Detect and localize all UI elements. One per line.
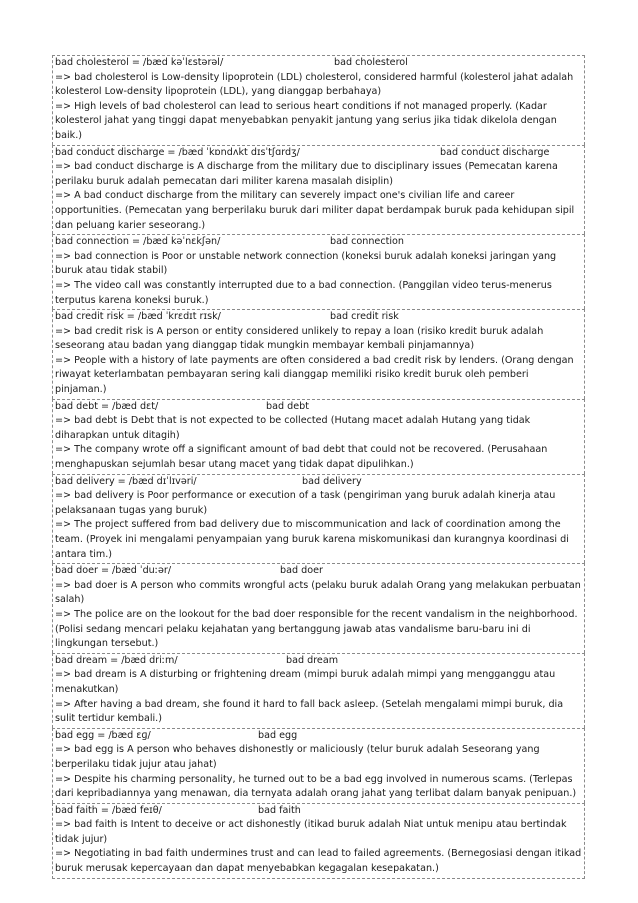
pronunciation: bad debt = /bæd dɛt/	[55, 400, 159, 412]
example-sentence: => After having a bad dream, she found it hard to fall back asleep. (Setelah mengalami mimpi buruk, dia sulit tertidur kembali.)	[55, 698, 564, 725]
headword: bad connection	[330, 236, 404, 248]
entry-header	[55, 235, 583, 250]
example-sentence: => The police are on the lookout for the bad doer responsible for the recent vandalism in the neighborhood. (Polisi sedang mencari pelaku kejahatan yang bertanggung jawab atas vandalisme baru-baru ini di lingkungan tersebut.)	[55, 608, 578, 650]
example-sentence: => The company wrote off a significant amount of bad debt that could not be recovered. (Perusahaan menghapuskan sejumlah besar utang macet yang tidak dapat dipulihkan.)	[55, 444, 548, 471]
entry-bad-egg	[52, 728, 585, 803]
definition: => bad delivery is Poor performance or execution of a task (pengiriman yang buruk adalah kinerja atau pelaksanaan tugas yang buruk)	[55, 490, 556, 516]
entry-bad-debt	[52, 399, 585, 474]
pronunciation: bad delivery = /bæd dɪˈlɪvəri/	[55, 475, 197, 487]
headword: bad doer	[280, 565, 323, 577]
pronunciation: bad cholesterol = /bæd kəˈlɛstərəl/	[55, 57, 224, 68]
pronunciation: bad egg = /bæd ɛɡ/	[55, 729, 151, 741]
pronunciation: bad connection = /bæd kəˈnɛkʃən/	[55, 236, 221, 248]
example-sentence: => Negotiating in bad faith undermines trust and can lead to failed agreements. (Bernegosiasi dengan itikad buruk merusak kepercayaan dan dapat menyebabkan kegagalan kesepakatan.)	[55, 848, 582, 875]
definition: => bad dream is A disturbing or frightening dream (mimpi buruk adalah mimpi yang mengganggu atau menakutkan)	[55, 669, 556, 695]
headword: bad conduct discharge	[440, 146, 550, 158]
definition: => bad debt is Debt that is not expected to be collected (Hutang macet adalah Hutang yang tidak diharapkan untuk ditagih)	[55, 415, 531, 441]
entry-header	[55, 729, 583, 744]
entry-bad-cholesterol	[52, 55, 585, 145]
definition: => bad connection is Poor or unstable network connection (koneksi buruk adalah koneksi jaringan yang buruk atau tidak stabil)	[55, 250, 557, 277]
entry-header	[55, 310, 583, 325]
definition: => bad credit risk is A person or entity considered unlikely to repay a loan (risiko kredit buruk adalah seseorang atau badan yang dianggap tidak mungkin membayar kembali pinjamannya)	[55, 325, 544, 352]
entry-bad-faith	[52, 803, 585, 879]
entry-bad-connection	[52, 234, 585, 309]
entry-bad-delivery	[52, 474, 585, 564]
pronunciation: bad faith = /bæd feɪθ/	[55, 804, 162, 816]
entry-header	[55, 400, 583, 415]
headword: bad delivery	[302, 475, 362, 487]
example-sentence: => High levels of bad cholesterol can lead to serious heart conditions if not managed properly. (Kadar kolesterol jahat yang tinggi dapat menyebabkan penyakit jantung yang serius jika tidak dikelola dengan baik.)	[55, 100, 557, 141]
headword: bad dream	[286, 654, 339, 666]
definition: => bad faith is Intent to deceive or act dishonestly (itikad buruk adalah Niat untuk menipu atau bertindak tidak jujur)	[55, 819, 567, 845]
example-sentence: => People with a history of late payments are often considered a bad credit risk by lenders. (Orang dengan riwayat keterlambatan pembayaran sering kali dianggap memiliki risiko kredit buruk oleh pemberi pinjaman.)	[55, 354, 574, 396]
entry-header	[55, 564, 583, 579]
entry-header	[55, 475, 583, 490]
pronunciation: bad conduct discharge = /bæd ˈkɒndʌkt dɪsˈtʃɑrdʒ/	[55, 146, 300, 158]
example-sentence: => A bad conduct discharge from the military can severely impact one's civilian life and career opportunities. (Pemecatan yang berperilaku buruk dari militer dapat berdampak buruk pada kehidupan sipil dan peluang karier seseorang.)	[55, 190, 575, 231]
dictionary-sheet	[52, 55, 585, 879]
example-sentence: => Despite his charming personality, he turned out to be a bad egg involved in numerous scams. (Terlepas dari kepribadiannya yang menawan, dia ternyata adalah orang jahat yang terlibat dalam banyak penipuan.)	[55, 773, 577, 800]
example-sentence: => The video call was constantly interrupted due to a bad connection. (Panggilan video terus-menerus terputus karena koneksi buruk.)	[55, 279, 552, 306]
headword: bad debt	[266, 400, 309, 412]
entry-bad-doer	[52, 563, 585, 653]
entry-header	[55, 56, 583, 71]
example-sentence: => The project suffered from bad delivery due to miscommunication and lack of coordination among the team. (Proyek ini mengalami penyampaian yang buruk karena miskomunikasi dan kurangnya koordinasi di antara tim.)	[55, 519, 569, 560]
entry-bad-credit-risk	[52, 309, 585, 399]
definition: => bad conduct discharge is A discharge from the military due to disciplinary issues (Pemecatan karena perilaku buruk adalah pemecatan dari militer karena masalah disiplin)	[55, 161, 558, 187]
headword: bad egg	[258, 729, 298, 741]
entry-header	[55, 804, 583, 819]
pronunciation: bad doer = /bæd ˈduːər/	[55, 565, 172, 577]
entry-bad-dream	[52, 653, 585, 728]
headword: bad cholesterol	[334, 57, 408, 68]
headword: bad credit risk	[330, 311, 399, 323]
definition: => bad cholesterol is Low-density lipoprotein (LDL) cholesterol, considered harmful (kolesterol jahat adalah kolesterol Low-density lipoprotein (LDL), yang dianggap berbahaya)	[55, 71, 574, 98]
pronunciation: bad credit risk = /bæd ˈkrɛdɪt rɪsk/	[55, 311, 221, 323]
entry-header	[55, 654, 583, 669]
entry-header	[55, 146, 583, 161]
definition: => bad egg is A person who behaves dishonestly or maliciously (telur buruk adalah Seseorang yang berperilaku tidak jujur atau jahat)	[55, 744, 540, 770]
headword: bad faith	[258, 804, 301, 816]
pronunciation: bad dream = /bæd driːm/	[55, 654, 178, 666]
entry-bad-conduct-discharge	[52, 145, 585, 235]
definition: => bad doer is A person who commits wrongful acts (pelaku buruk adalah Orang yang melakukan perbuatan salah)	[55, 579, 581, 606]
